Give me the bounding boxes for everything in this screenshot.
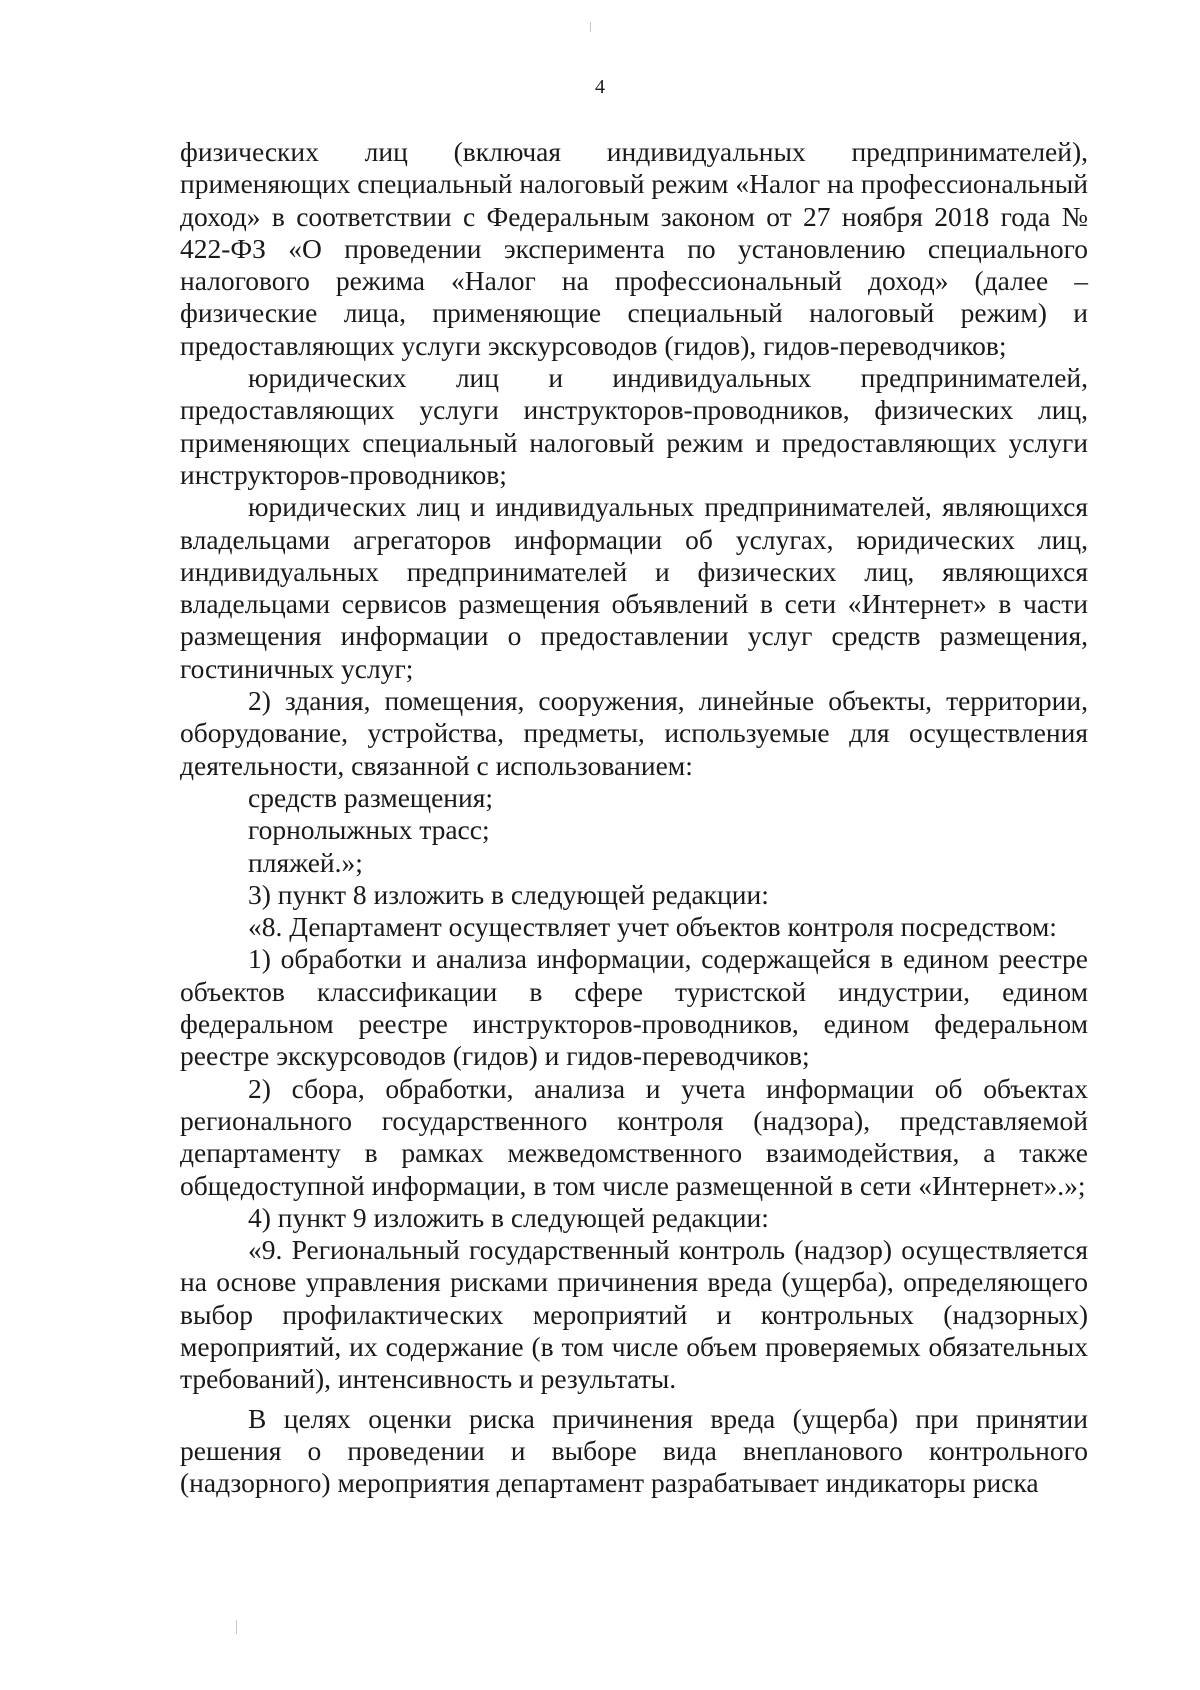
paragraph: средств размещения; xyxy=(248,781,494,813)
paragraph: 4) пункт 9 изложить в следующей редакции: xyxy=(248,1201,769,1233)
paragraph: юридических лиц и индивидуальных предпринимателей, являющихся владельцами агрегаторов информации об услугах, юридических лиц, индивидуальных предпринимателей и физических лиц, являющихся владельцами сервисов размещения объявлений в сети «Интернет» в части размещения информации о предоставлении услуг средств размещения, гостиничных услуг; xyxy=(180,491,1088,684)
paragraph: 3) пункт 8 изложить в следующей редакции: xyxy=(248,878,769,910)
paragraph: пляжей.»; xyxy=(248,846,363,878)
paragraph: В целях оценки риска причинения вреда (ущерба) при принятии решения о проведении и выборе вида внепланового контрольного (надзорного) мероприятия департамент разрабатывает индикаторы риска xyxy=(180,1402,1088,1499)
paragraph: 2) здания, помещения, сооружения, линейные объекты, территории, оборудование, устройства, предметы, используемые для осуществления деятельности, связанной с использованием: xyxy=(180,685,1088,781)
paragraph: «9. Региональный государственный контроль (надзор) осуществляется на основе управления рисками причинения вреда (ущерба), определяющего выбор профилактических мероприятий и контрольных (надзорных) мероприятий, их содержание (в том числе объем проверяемых обязательных требований), интенсивность и результаты. xyxy=(180,1234,1088,1395)
scan-artifact xyxy=(590,22,591,32)
scan-artifact xyxy=(236,1620,237,1634)
paragraph: 1) обработки и анализа информации, содержащейся в едином реестре объектов классификации в сфере туристской индустрии, едином федеральном реестре инструкторов-проводников, едином федеральном реестре экскурсоводов (гидов) и гидов-переводчиков; xyxy=(180,943,1088,1072)
paragraph: физических лиц (включая индивидуальных предпринимателей), применяющих специальный налоговый режим «Налог на профессиональный доход» в соответствии с Федеральным законом от 27 ноября 2018 года № 422-ФЗ «О проведении эксперимента по установлению специального налогового режима «Налог на профессиональный доход» (далее – физические лица, применяющие специальный налоговый режим) и предоставляющих услуги экскурсоводов (гидов), гидов-переводчиков; xyxy=(180,136,1088,361)
document-body xyxy=(180,136,1088,1499)
paragraph: 2) сбора, обработки, анализа и учета информации об объектах регионального государственного контроля (надзора), представляемой департаменту в рамках межведомственного взаимодействия, а также общедоступной информации, в том числе размещенной в сети «Интернет».»; xyxy=(180,1072,1088,1201)
paragraph: юридических лиц и индивидуальных предпринимателей, предоставляющих услуги инструкторов-проводников, физических лиц, применяющих специальный налоговый режим и предоставляющих услуги инструкторов-проводников; xyxy=(180,362,1088,490)
paragraph: «8. Департамент осуществляет учет объектов контроля посредством: xyxy=(248,911,1057,943)
paragraph: горнолыжных трасс; xyxy=(248,814,490,846)
page-number: 4 xyxy=(595,76,605,98)
